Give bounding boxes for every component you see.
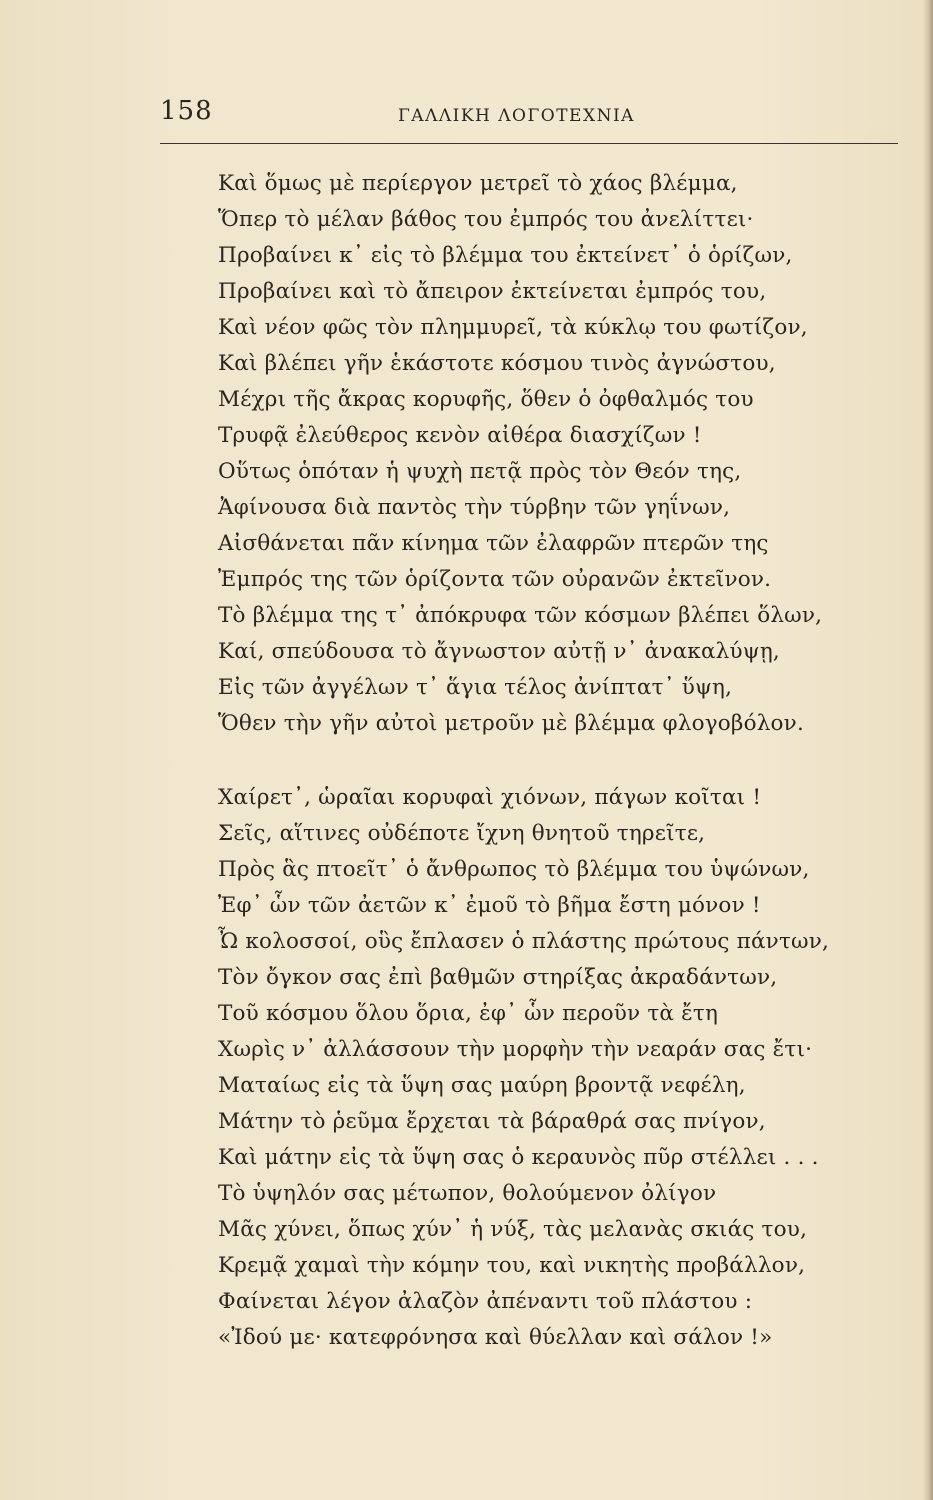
header-rule [160,143,898,144]
verse-line: Εἰς τῶν ἀγγέλων τ᾽ ἅγια τέλος ἀνίπτατ᾽ ὕψη, [218,675,733,700]
poem-body [218,166,908,1356]
verse-line: Ἐμπρός της τῶν ὁρίζοντα τῶν οὐρανῶν ἐκτεῖνον. [218,567,772,592]
verse-line: Πρὸς ἃς πτοεῖτ᾽ ὁ ἄνθρωπος τὸ βλέμμα του ὑψώνων, [218,857,810,882]
page-number: 158 [160,96,213,126]
verse-line: Μέχρι τῆς ἄκρας κορυφῆς, ὅθεν ὁ ὀφθαλμός του [218,387,754,412]
verse-line: Κρεμᾷ χαμαὶ τὴν κόμην του, καὶ νικητὴς προβάλλον, [218,1253,806,1278]
verse-line: Ἐφ᾽ ὧν τῶν ἀετῶν κ᾽ ἐμοῦ τὸ βῆμα ἔστη μόνον ! [218,893,761,918]
verse-line: Σεῖς, αἵτινες οὐδέποτε ἴχνη θνητοῦ τηρεῖτε, [218,821,706,846]
stanza [218,780,908,1356]
verse-line: Τὸ ὑψηλόν σας μέτωπον, θολούμενον ὀλίγον [218,1181,717,1206]
verse-line: Προβαίνει καὶ τὸ ἄπειρον ἐκτείνεται ἐμπρός του, [218,279,767,304]
page-header [160,96,900,136]
verse-line: Οὕτως ὁπόταν ἡ ψυχὴ πετᾷ πρὸς τὸν Θεόν της, [218,459,742,484]
page-edge-shadow [923,0,933,1500]
verse-line: Ὅθεν τὴν γῆν αὐτοὶ μετροῦν μὲ βλέμμα φλογοβόλον. [218,711,804,736]
verse-line: Ἀφίνουσα διὰ παντὸς τὴν τύρβην τῶν γηΐνων, [218,495,731,520]
verse-line: Καί, σπεύδουσα τὸ ἄγνωστον αὐτῇ ν᾽ ἀνακαλύψῃ, [218,639,780,664]
verse-line: Ματαίως εἰς τὰ ὕψη σας μαύρη βροντᾷ νεφέλη, [218,1073,746,1098]
verse-line: Τρυφᾷ ἐλεύθερος κενὸν αἰθέρα διασχίζων ! [218,423,702,448]
verse-line: Χωρὶς ν᾽ ἀλλάσσουν τὴν μορφὴν τὴν νεαράν σας ἔτι· [218,1037,813,1062]
verse-line: Ὅπερ τὸ μέλαν βάθος του ἐμπρός του ἀνελίττει· [218,207,754,232]
verse-line: Μάτην τὸ ῥεῦμα ἔρχεται τὰ βάραθρά σας πνίγον, [218,1109,766,1134]
running-title: ΓΑΛΛΙΚΗ ΛΟΓΟΤΕΧΝΙΑ [398,106,635,126]
verse-line: Καὶ ὅμως μὲ περίεργον μετρεῖ τὸ χάος βλέμμα, [218,171,738,196]
verse-line: Καὶ νέον φῶς τὸν πλημμυρεῖ, τὰ κύκλῳ του φωτίζον, [218,315,808,340]
verse-line: Αἰσθάνεται πᾶν κίνημα τῶν ἐλαφρῶν πτερῶν της [218,531,769,556]
verse-line: Προβαίνει κ᾽ εἰς τὸ βλέμμα του ἐκτείνετ᾽ ὁ ὁρίζων, [218,243,793,268]
verse-line: Χαίρετ᾽, ὡραῖαι κορυφαὶ χιόνων, πάγων κοῖται ! [218,785,762,810]
verse-line: Ὦ κολοσσοί, οὓς ἔπλασεν ὁ πλάστης πρώτους πάντων, [218,929,830,954]
verse-line: Τὸ βλέμμα της τ᾽ ἀπόκρυφα τῶν κόσμων βλέπει ὅλων, [218,603,823,628]
verse-line: Φαίνεται λέγον ἀλαζὸν ἀπέναντι τοῦ πλάστου : [218,1289,753,1314]
verse-line: Μᾶς χύνει, ὅπως χύν᾽ ἡ νύξ, τὰς μελανὰς σκιάς του, [218,1217,808,1242]
verse-line: Καὶ μάτην εἰς τὰ ὕψη σας ὁ κεραυνὸς πῦρ στέλλει . . . [218,1145,819,1170]
stanza [218,166,908,742]
verse-line: Τὸν ὄγκον σας ἐπὶ βαθμῶν στηρίξας ἀκραδάντων, [218,965,778,990]
verse-line: «Ἰδού με· κατεφρόνησα καὶ θύελλαν καὶ σάλον !» [218,1325,773,1350]
verse-line: Καὶ βλέπει γῆν ἑκάστοτε κόσμου τινὸς ἀγνώστου, [218,351,776,376]
verse-line: Τοῦ κόσμου ὅλου ὅρια, ἐφ᾽ ὧν περοῦν τὰ ἔτη [218,1001,719,1026]
